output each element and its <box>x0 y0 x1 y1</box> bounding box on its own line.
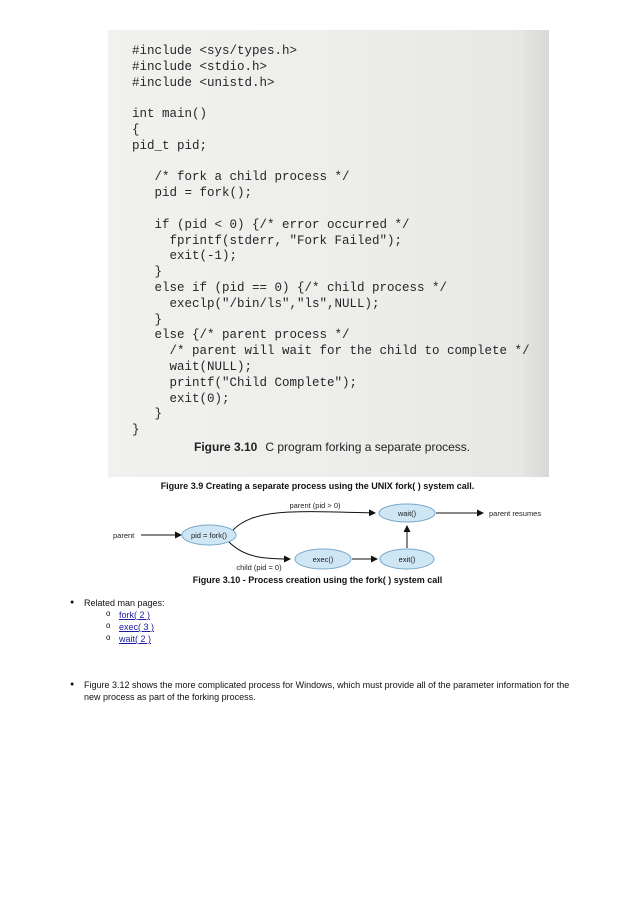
wait-node-label: wait() <box>397 509 417 518</box>
figure-3-9-caption: Figure 3.9 Creating a separate process using the UNIX fork( ) system call. <box>160 481 475 491</box>
scan-caption-text: C program forking a separate process. <box>265 440 471 454</box>
fork-man-page-link[interactable]: fork( 2 ) <box>119 610 151 620</box>
parent-resumes-label: parent resumes <box>489 509 542 518</box>
exit-node-label: exit() <box>398 555 416 564</box>
parent-label: parent <box>113 531 135 540</box>
windows-note-list <box>70 679 575 703</box>
man-page-links <box>84 609 165 645</box>
related-man-pages-label: Related man pages: <box>84 598 165 608</box>
fork-node-label: pid = fork() <box>190 531 228 540</box>
parent-branch-arrow <box>233 512 375 530</box>
fork-process-diagram <box>105 496 565 582</box>
exec-node-label: exec() <box>312 555 334 564</box>
parent-branch-label: parent (pid > 0) <box>289 501 341 510</box>
exec-man-page-link[interactable]: exec( 3 ) <box>119 622 155 632</box>
c-fork-program-code: #include <sys/types.h> #include <stdio.h> #include <unistd.h> int main() { pid_t pid; /* fork a child process */ pid = fork(); if (pid < 0) {/* error occurred */ fprintf(stderr, "Fork Failed"); exit(-1); } else if (pid == 0) {/* child process */ execlp("/bin/ls","ls",NULL); } else {/* parent process */ /* parent will wait for the child to complete */ wait(NULL); printf("Child Complete"); exit(0); } } <box>132 44 530 438</box>
scan-caption-label: Figure 3.10 <box>194 440 258 454</box>
windows-note: ● Figure 3.12 shows the more complicated process for Windows, which must provide all of the parameter information for the new process as part of the forking process. <box>70 679 575 703</box>
wait-man-page-link[interactable]: wait( 2 ) <box>119 634 152 644</box>
figure-3-10-caption: Figure 3.10 - Process creation using the fork( ) system call <box>192 575 443 585</box>
child-branch-arrow <box>229 542 290 559</box>
man-page-link-item <box>106 633 165 645</box>
related-man-pages-item <box>70 597 165 645</box>
child-branch-label: child (pid = 0) <box>236 563 282 572</box>
man-page-link-item <box>106 609 165 621</box>
related-man-pages-list <box>70 597 165 645</box>
man-page-link-item <box>106 621 165 633</box>
scan-figure-caption <box>194 440 470 454</box>
